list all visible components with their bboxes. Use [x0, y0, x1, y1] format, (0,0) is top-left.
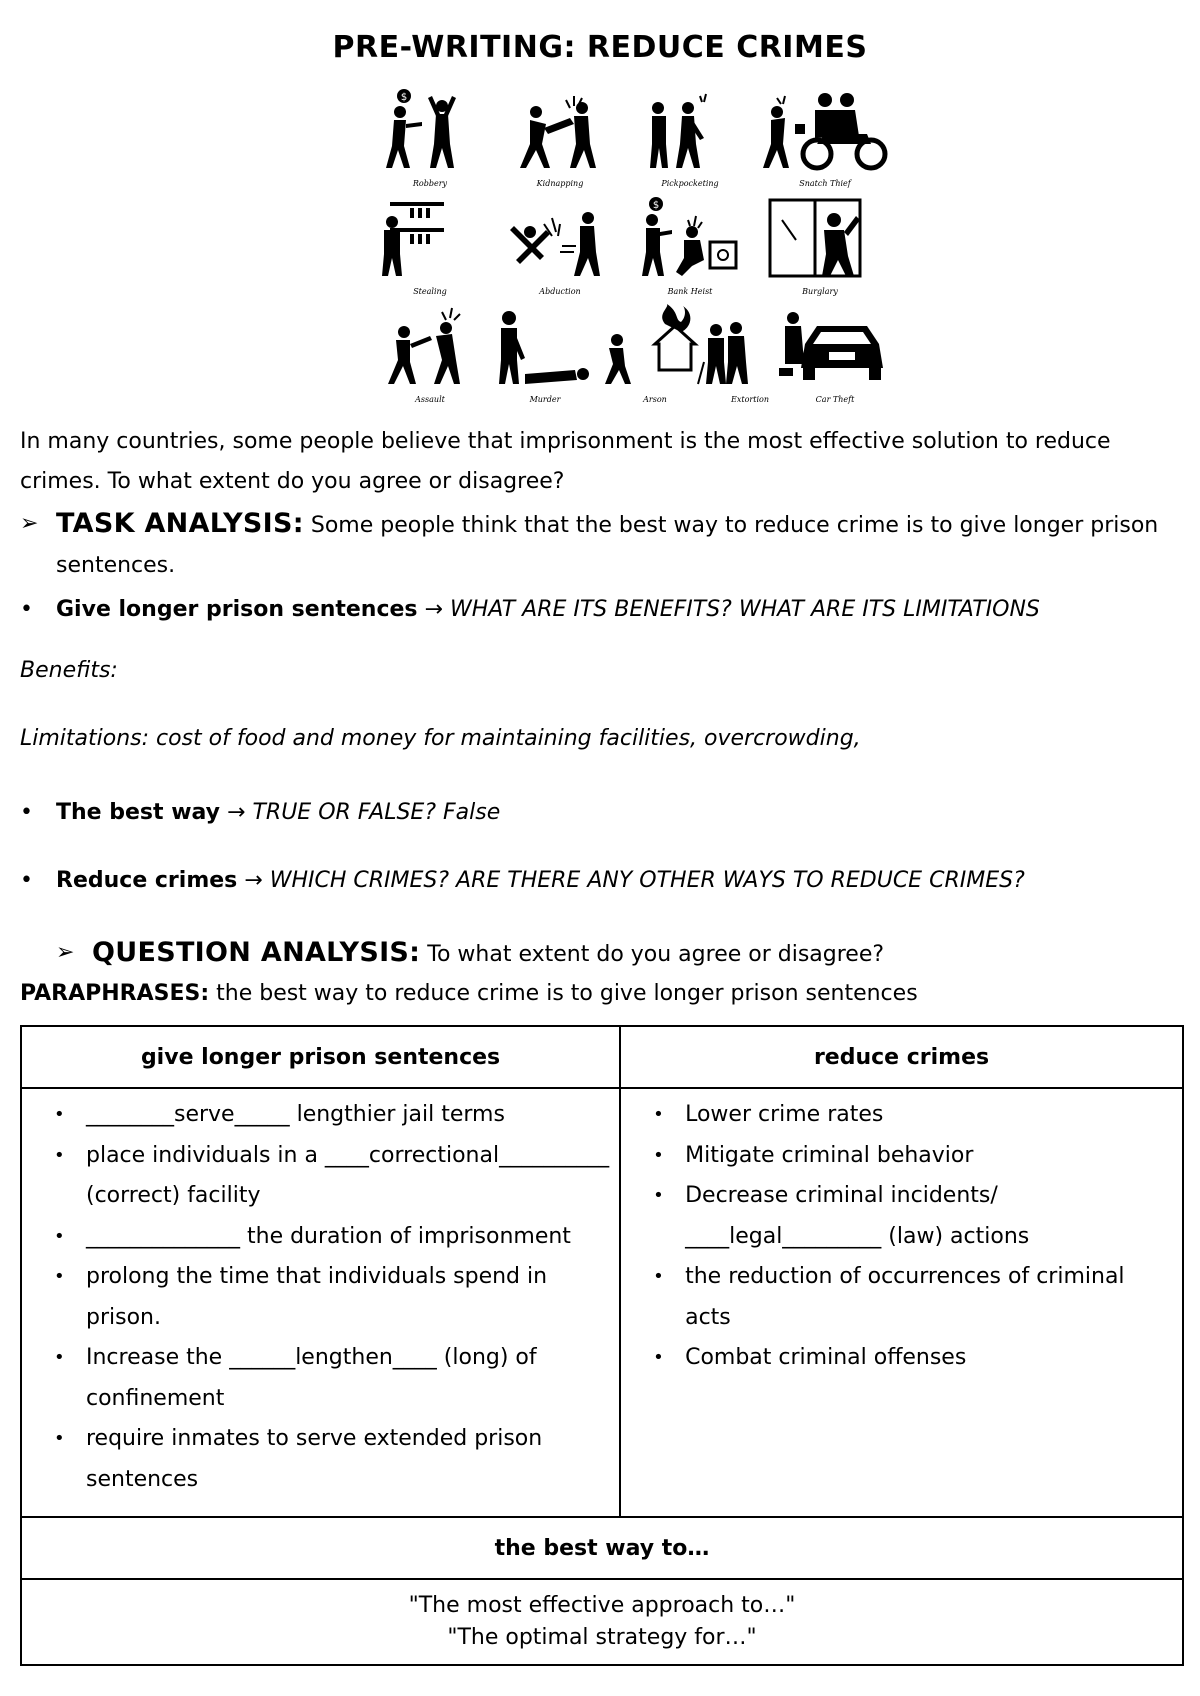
assault-icon [370, 304, 490, 390]
kidnapping-icon [500, 88, 620, 174]
svg-text:$: $ [652, 200, 660, 211]
bullet-icon: • [54, 1144, 65, 1166]
bullet-icon: • [54, 1428, 65, 1449]
left-paraphrase-list [30, 1095, 609, 1500]
list-item [42, 1257, 609, 1338]
pictogram-caption: Arson [643, 395, 667, 404]
question-analysis-label: QUESTION ANALYSIS: [92, 937, 421, 968]
task-analysis-text: Some people think that the best way to reduce crime is to give longer prison sentences. [56, 513, 1159, 578]
arrow-bullet-icon: ➢ [56, 940, 75, 965]
bullet-icon: • [653, 1104, 664, 1125]
list-item-text: Mitigate criminal behavior [685, 1142, 974, 1168]
arrow-bullet-icon: ➢ [20, 511, 39, 536]
bullet-icon: • [54, 1104, 65, 1125]
paraphrases-text: the best way to reduce crime is to give longer prison sentences [216, 981, 918, 1006]
bullet-keyword: The best way [56, 800, 221, 825]
pickpocketing-icon [630, 88, 750, 174]
paraphrases-label: PARAPHRASES: [20, 981, 210, 1006]
bullet-icon: • [653, 1185, 664, 1206]
pictogram-caption: Assault [415, 395, 445, 404]
benefits-line: Benefits: [20, 658, 118, 683]
list-item [42, 1095, 609, 1136]
burglary-icon [760, 196, 880, 282]
best-way-header: the best way to… [21, 1517, 1183, 1579]
stealing-icon [370, 196, 490, 282]
bullet-icon: • [54, 1225, 65, 1247]
list-item-text: the reduction of occurrences of criminal acts [685, 1264, 1125, 1330]
table-header-right: reduce crimes [620, 1026, 1183, 1088]
pictogram-caption: Kidnapping [536, 179, 584, 188]
bank-heist-pictogram [630, 196, 750, 296]
paraphrase-table [20, 1025, 1184, 1666]
list-item [641, 1095, 1172, 1136]
list-item-text: place individuals in a ____correctional__________ (correct) facility [86, 1142, 610, 1208]
list-item [641, 1136, 1172, 1177]
murder-icon [485, 304, 605, 390]
car-theft-pictogram [775, 304, 895, 404]
task-analysis [20, 504, 1185, 588]
list-item-text: prolong the time that individuals spend in prison. [86, 1264, 548, 1330]
arrow-icon: → [244, 868, 263, 893]
pickpocketing-pictogram [630, 88, 750, 188]
abduction-icon [500, 196, 620, 282]
right-paraphrase-cell [620, 1088, 1183, 1517]
list-item [641, 1338, 1172, 1379]
list-item-text: Increase the ______lengthen____ (long) of confinement [86, 1345, 537, 1411]
list-item [42, 1419, 609, 1500]
paraphrases-line [20, 981, 918, 1006]
pictogram-caption: Snatch Thief [799, 179, 851, 188]
limitations-line: Limitations: cost of food and money for maintaining facilities, overcrowding, [20, 726, 861, 751]
best-way-quotes [21, 1579, 1183, 1665]
abduction-pictogram [500, 196, 620, 296]
bullet-icon: • [54, 1266, 65, 1287]
task-analysis-label: TASK ANALYSIS: [56, 508, 304, 539]
car-theft-icon [775, 304, 895, 390]
snatch-thief-icon [755, 88, 895, 174]
pictogram-caption: Extortion [731, 395, 769, 404]
bullet-question: WHICH CRIMES? ARE THERE ANY OTHER WAYS TO REDUCE CRIMES? [269, 868, 1025, 893]
bullet-icon: • [20, 597, 33, 622]
bullet-icon: • [20, 868, 33, 893]
left-paraphrase-cell [21, 1088, 620, 1517]
list-item-text: Decrease criminal incidents/ ____legal_________ (law) actions [685, 1183, 1030, 1249]
stealing-pictogram [370, 196, 490, 296]
bullet-icon: • [653, 1347, 664, 1368]
burglary-pictogram [760, 196, 880, 296]
bullet-keyword: Give longer prison sentences [56, 597, 418, 622]
robbery-pictogram [370, 88, 490, 188]
arrow-icon: → [424, 597, 443, 622]
pictogram-caption: Car Theft [815, 395, 855, 404]
quote-line: "The most effective approach to…" [408, 1593, 796, 1618]
list-item [641, 1176, 1172, 1257]
robbery-icon [370, 88, 490, 174]
bullet-question: TRUE OR FALSE? False [252, 800, 501, 825]
pictogram-caption: Burglary [802, 287, 838, 296]
list-item [42, 1136, 609, 1217]
bank-heist-icon [630, 196, 750, 282]
list-item-text: Combat criminal offenses [685, 1345, 967, 1370]
pictogram-caption: Stealing [413, 287, 447, 296]
question-analysis-text: To what extent do you agree or disagree? [427, 942, 885, 967]
bullet-icon: • [20, 800, 33, 825]
quote-line: "The optimal strategy for…" [447, 1625, 757, 1650]
pictogram-caption: Bank Heist [667, 287, 713, 296]
assault-pictogram [370, 304, 490, 404]
list-item-text: ______________ the duration of imprisonment [86, 1223, 571, 1249]
crime-pictogram-grid [370, 88, 890, 412]
kidnapping-pictogram [500, 88, 620, 188]
list-item [42, 1217, 609, 1258]
essay-question: In many countries, some people believe that imprisonment is the most effective solution to reduce crimes. To what extent do you agree or disagree? [20, 429, 1111, 494]
bullet-question: WHAT ARE ITS BENEFITS? WHAT ARE ITS LIMITATIONS [449, 597, 1040, 622]
bullet-icon: • [653, 1144, 664, 1166]
list-item-text: Lower crime rates [685, 1102, 884, 1127]
list-item-text: ________serve_____ lengthier jail terms [86, 1102, 505, 1127]
pictogram-caption: Murder [529, 395, 561, 404]
bullet-keyword: Reduce crimes [56, 868, 238, 893]
snatch-thief-pictogram [755, 88, 895, 188]
svg-text:$: $ [400, 92, 408, 103]
page-title: PRE-WRITING: REDUCE CRIMES [332, 30, 868, 65]
list-item [641, 1257, 1172, 1338]
list-item-text: require inmates to serve extended prison sentences [86, 1426, 543, 1492]
pictogram-caption: Robbery [412, 179, 448, 188]
table-header-left: give longer prison sentences [21, 1026, 620, 1088]
bullet-icon: • [653, 1266, 664, 1287]
arrow-icon: → [227, 800, 246, 825]
right-paraphrase-list [629, 1095, 1172, 1379]
pictogram-caption: Abduction [539, 287, 581, 296]
murder-pictogram [485, 304, 605, 404]
bullet-icon: • [54, 1347, 65, 1368]
pictogram-caption: Pickpocketing [661, 179, 719, 188]
list-item [42, 1338, 609, 1419]
